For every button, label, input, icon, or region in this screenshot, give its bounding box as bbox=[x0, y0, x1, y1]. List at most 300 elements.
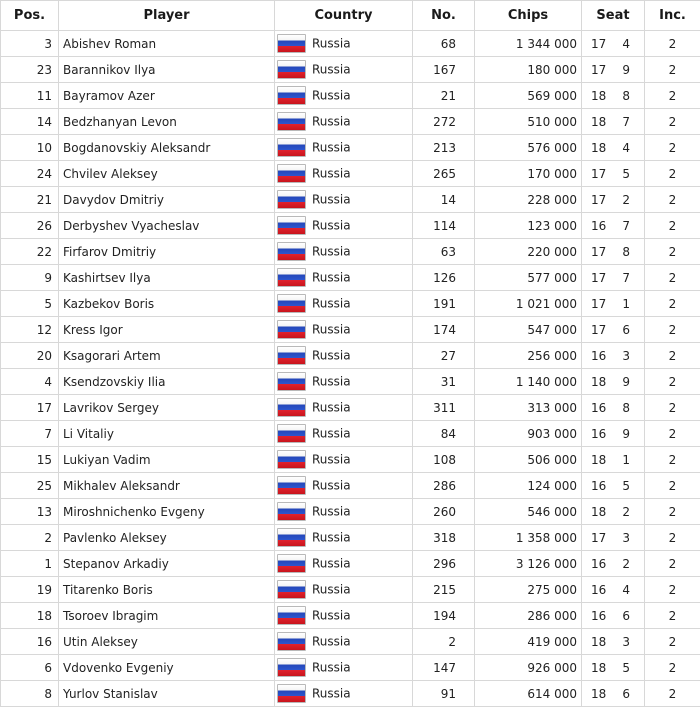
seat-number: 9 bbox=[622, 63, 630, 77]
cell-player: Vdovenko Evgeniy bbox=[59, 655, 275, 681]
cell-seat bbox=[582, 161, 645, 187]
table-row bbox=[1, 317, 700, 343]
seat-number: 7 bbox=[622, 219, 630, 233]
cell-player: Mikhalev Aleksandr bbox=[59, 473, 275, 499]
seat-number: 2 bbox=[622, 557, 630, 571]
country-name: Russia bbox=[312, 89, 351, 103]
cell-inc: 2 bbox=[645, 603, 700, 629]
table-row bbox=[1, 239, 700, 265]
cell-pos: 18 bbox=[1, 603, 59, 629]
cell-inc: 2 bbox=[645, 343, 700, 369]
cell-no: 215 bbox=[413, 577, 475, 603]
cell-country bbox=[275, 655, 413, 681]
header-inc[interactable]: Inc. bbox=[645, 1, 700, 31]
cell-country bbox=[275, 109, 413, 135]
cell-inc: 2 bbox=[645, 473, 700, 499]
cell-inc: 2 bbox=[645, 239, 700, 265]
cell-player: Bayramov Azer bbox=[59, 83, 275, 109]
country-name: Russia bbox=[312, 271, 351, 285]
cell-country bbox=[275, 135, 413, 161]
cell-chips: 510 000 bbox=[475, 109, 582, 135]
cell-no: 84 bbox=[413, 421, 475, 447]
cell-pos: 10 bbox=[1, 135, 59, 161]
cell-player: Bogdanovskiy Aleksandr bbox=[59, 135, 275, 161]
cell-inc: 2 bbox=[645, 109, 700, 135]
russia-flag-icon bbox=[277, 632, 306, 651]
cell-seat bbox=[582, 57, 645, 83]
country-name: Russia bbox=[312, 401, 351, 415]
header-no[interactable]: No. bbox=[413, 1, 475, 31]
cell-player: Bedzhanyan Levon bbox=[59, 109, 275, 135]
seat-number: 3 bbox=[622, 531, 630, 545]
cell-chips: 228 000 bbox=[475, 187, 582, 213]
cell-player: Yurlov Stanislav bbox=[59, 681, 275, 707]
header-country[interactable]: Country bbox=[275, 1, 413, 31]
country-name: Russia bbox=[312, 297, 351, 311]
table-number: 16 bbox=[591, 583, 606, 597]
cell-country bbox=[275, 629, 413, 655]
russia-flag-icon bbox=[277, 528, 306, 547]
cell-country bbox=[275, 161, 413, 187]
cell-chips: 286 000 bbox=[475, 603, 582, 629]
cell-pos: 4 bbox=[1, 369, 59, 395]
table-row bbox=[1, 603, 700, 629]
cell-chips: 220 000 bbox=[475, 239, 582, 265]
cell-inc: 2 bbox=[645, 317, 700, 343]
table-number: 16 bbox=[591, 219, 606, 233]
cell-no: 167 bbox=[413, 57, 475, 83]
cell-pos: 23 bbox=[1, 57, 59, 83]
cell-player: Lukiyan Vadim bbox=[59, 447, 275, 473]
cell-no: 296 bbox=[413, 551, 475, 577]
table-row bbox=[1, 109, 700, 135]
cell-no: 14 bbox=[413, 187, 475, 213]
cell-inc: 2 bbox=[645, 265, 700, 291]
russia-flag-icon bbox=[277, 320, 306, 339]
seat-number: 4 bbox=[622, 37, 630, 51]
cell-chips: 903 000 bbox=[475, 421, 582, 447]
cell-seat bbox=[582, 421, 645, 447]
seat-number: 5 bbox=[622, 167, 630, 181]
seat-number: 4 bbox=[622, 141, 630, 155]
country-name: Russia bbox=[312, 219, 351, 233]
table-number: 17 bbox=[591, 323, 606, 337]
table-row bbox=[1, 343, 700, 369]
russia-flag-icon bbox=[277, 138, 306, 157]
russia-flag-icon bbox=[277, 580, 306, 599]
cell-seat bbox=[582, 369, 645, 395]
seat-number: 1 bbox=[622, 453, 630, 467]
table-number: 18 bbox=[591, 453, 606, 467]
table-number: 18 bbox=[591, 89, 606, 103]
cell-inc: 2 bbox=[645, 57, 700, 83]
cell-inc: 2 bbox=[645, 395, 700, 421]
table-row bbox=[1, 551, 700, 577]
seat-number: 6 bbox=[622, 687, 630, 701]
country-name: Russia bbox=[312, 427, 351, 441]
russia-flag-icon bbox=[277, 554, 306, 573]
cell-country bbox=[275, 31, 413, 57]
cell-seat bbox=[582, 317, 645, 343]
cell-country bbox=[275, 499, 413, 525]
table-number: 17 bbox=[591, 63, 606, 77]
cell-country bbox=[275, 213, 413, 239]
cell-chips: 275 000 bbox=[475, 577, 582, 603]
cell-chips: 577 000 bbox=[475, 265, 582, 291]
cell-no: 213 bbox=[413, 135, 475, 161]
cell-no: 272 bbox=[413, 109, 475, 135]
seat-number: 3 bbox=[622, 635, 630, 649]
russia-flag-icon bbox=[277, 346, 306, 365]
russia-flag-icon bbox=[277, 476, 306, 495]
russia-flag-icon bbox=[277, 190, 306, 209]
table-row bbox=[1, 681, 700, 707]
cell-pos: 15 bbox=[1, 447, 59, 473]
country-name: Russia bbox=[312, 323, 351, 337]
cell-chips: 180 000 bbox=[475, 57, 582, 83]
table-row bbox=[1, 421, 700, 447]
seat-number: 8 bbox=[622, 245, 630, 259]
cell-player: Derbyshev Vyacheslav bbox=[59, 213, 275, 239]
table-row bbox=[1, 499, 700, 525]
cell-inc: 2 bbox=[645, 369, 700, 395]
cell-seat bbox=[582, 395, 645, 421]
cell-pos: 1 bbox=[1, 551, 59, 577]
cell-inc: 2 bbox=[645, 525, 700, 551]
table-row bbox=[1, 187, 700, 213]
cell-pos: 22 bbox=[1, 239, 59, 265]
cell-country bbox=[275, 473, 413, 499]
cell-chips: 256 000 bbox=[475, 343, 582, 369]
cell-player: Ksendzovskiy Ilia bbox=[59, 369, 275, 395]
cell-pos: 2 bbox=[1, 525, 59, 551]
cell-no: 68 bbox=[413, 31, 475, 57]
cell-seat bbox=[582, 135, 645, 161]
cell-pos: 12 bbox=[1, 317, 59, 343]
seat-number: 9 bbox=[622, 427, 630, 441]
cell-seat bbox=[582, 447, 645, 473]
cell-no: 126 bbox=[413, 265, 475, 291]
country-name: Russia bbox=[312, 479, 351, 493]
cell-country bbox=[275, 239, 413, 265]
cell-no: 311 bbox=[413, 395, 475, 421]
country-name: Russia bbox=[312, 349, 351, 363]
table-number: 18 bbox=[591, 661, 606, 675]
cell-inc: 2 bbox=[645, 421, 700, 447]
cell-chips: 506 000 bbox=[475, 447, 582, 473]
cell-player: Ksagorari Artem bbox=[59, 343, 275, 369]
cell-pos: 19 bbox=[1, 577, 59, 603]
seat-number: 1 bbox=[622, 297, 630, 311]
header-chips[interactable]: Chips bbox=[475, 1, 582, 31]
cell-seat bbox=[582, 629, 645, 655]
country-name: Russia bbox=[312, 193, 351, 207]
russia-flag-icon bbox=[277, 294, 306, 313]
russia-flag-icon bbox=[277, 164, 306, 183]
cell-no: 194 bbox=[413, 603, 475, 629]
cell-chips: 1 344 000 bbox=[475, 31, 582, 57]
cell-chips: 614 000 bbox=[475, 681, 582, 707]
cell-seat bbox=[582, 473, 645, 499]
cell-country bbox=[275, 603, 413, 629]
cell-player: Lavrikov Sergey bbox=[59, 395, 275, 421]
cell-no: 108 bbox=[413, 447, 475, 473]
russia-flag-icon bbox=[277, 216, 306, 235]
header-pos[interactable]: Pos. bbox=[1, 1, 59, 31]
cell-pos: 14 bbox=[1, 109, 59, 135]
cell-no: 63 bbox=[413, 239, 475, 265]
cell-pos: 24 bbox=[1, 161, 59, 187]
russia-flag-icon bbox=[277, 658, 306, 677]
cell-country bbox=[275, 291, 413, 317]
russia-flag-icon bbox=[277, 86, 306, 105]
cell-pos: 16 bbox=[1, 629, 59, 655]
table-row bbox=[1, 447, 700, 473]
cell-no: 91 bbox=[413, 681, 475, 707]
table-row bbox=[1, 395, 700, 421]
cell-pos: 13 bbox=[1, 499, 59, 525]
table-number: 17 bbox=[591, 37, 606, 51]
table-number: 18 bbox=[591, 635, 606, 649]
table-number: 17 bbox=[591, 245, 606, 259]
cell-inc: 2 bbox=[645, 291, 700, 317]
table-row bbox=[1, 265, 700, 291]
cell-inc: 2 bbox=[645, 161, 700, 187]
cell-country bbox=[275, 83, 413, 109]
cell-player: Kazbekov Boris bbox=[59, 291, 275, 317]
cell-no: 191 bbox=[413, 291, 475, 317]
cell-seat bbox=[582, 213, 645, 239]
cell-chips: 1 358 000 bbox=[475, 525, 582, 551]
table-number: 17 bbox=[591, 167, 606, 181]
cell-player: Chvilev Aleksey bbox=[59, 161, 275, 187]
table-number: 18 bbox=[591, 375, 606, 389]
cell-seat bbox=[582, 551, 645, 577]
cell-player: Pavlenko Aleksey bbox=[59, 525, 275, 551]
cell-player: Firfarov Dmitriy bbox=[59, 239, 275, 265]
table-number: 17 bbox=[591, 271, 606, 285]
cell-player: Kress Igor bbox=[59, 317, 275, 343]
seat-number: 7 bbox=[622, 115, 630, 129]
table-row bbox=[1, 213, 700, 239]
table-number: 18 bbox=[591, 115, 606, 129]
cell-player: Abishev Roman bbox=[59, 31, 275, 57]
cell-pos: 17 bbox=[1, 395, 59, 421]
seat-number: 8 bbox=[622, 401, 630, 415]
cell-no: 265 bbox=[413, 161, 475, 187]
cell-seat bbox=[582, 109, 645, 135]
cell-seat bbox=[582, 343, 645, 369]
cell-country bbox=[275, 395, 413, 421]
country-name: Russia bbox=[312, 557, 351, 571]
cell-no: 21 bbox=[413, 83, 475, 109]
cell-pos: 20 bbox=[1, 343, 59, 369]
cell-country bbox=[275, 369, 413, 395]
cell-seat bbox=[582, 681, 645, 707]
table-row bbox=[1, 473, 700, 499]
cell-seat bbox=[582, 187, 645, 213]
cell-no: 318 bbox=[413, 525, 475, 551]
cell-inc: 2 bbox=[645, 551, 700, 577]
table-number: 16 bbox=[591, 557, 606, 571]
cell-pos: 9 bbox=[1, 265, 59, 291]
country-name: Russia bbox=[312, 375, 351, 389]
table-row bbox=[1, 369, 700, 395]
cell-country bbox=[275, 421, 413, 447]
cell-seat bbox=[582, 239, 645, 265]
country-name: Russia bbox=[312, 687, 351, 701]
cell-chips: 569 000 bbox=[475, 83, 582, 109]
cell-country bbox=[275, 57, 413, 83]
cell-country bbox=[275, 577, 413, 603]
table-number: 16 bbox=[591, 609, 606, 623]
cell-chips: 170 000 bbox=[475, 161, 582, 187]
country-name: Russia bbox=[312, 63, 351, 77]
table-number: 17 bbox=[591, 531, 606, 545]
table-row bbox=[1, 161, 700, 187]
cell-chips: 313 000 bbox=[475, 395, 582, 421]
seat-number: 5 bbox=[622, 661, 630, 675]
table-number: 17 bbox=[591, 297, 606, 311]
country-name: Russia bbox=[312, 453, 351, 467]
russia-flag-icon bbox=[277, 606, 306, 625]
cell-seat bbox=[582, 31, 645, 57]
cell-seat bbox=[582, 603, 645, 629]
cell-country bbox=[275, 681, 413, 707]
cell-no: 114 bbox=[413, 213, 475, 239]
seat-number: 6 bbox=[622, 323, 630, 337]
table-row bbox=[1, 655, 700, 681]
cell-chips: 1 021 000 bbox=[475, 291, 582, 317]
cell-chips: 547 000 bbox=[475, 317, 582, 343]
table-row bbox=[1, 577, 700, 603]
cell-inc: 2 bbox=[645, 187, 700, 213]
country-name: Russia bbox=[312, 115, 351, 129]
cell-inc: 2 bbox=[645, 499, 700, 525]
cell-seat bbox=[582, 291, 645, 317]
country-name: Russia bbox=[312, 661, 351, 675]
cell-country bbox=[275, 447, 413, 473]
cell-chips: 3 126 000 bbox=[475, 551, 582, 577]
cell-chips: 419 000 bbox=[475, 629, 582, 655]
cell-country bbox=[275, 525, 413, 551]
table-row bbox=[1, 57, 700, 83]
cell-player: Li Vitaliy bbox=[59, 421, 275, 447]
seat-number: 8 bbox=[622, 89, 630, 103]
cell-chips: 546 000 bbox=[475, 499, 582, 525]
cell-pos: 7 bbox=[1, 421, 59, 447]
cell-chips: 1 140 000 bbox=[475, 369, 582, 395]
cell-no: 174 bbox=[413, 317, 475, 343]
cell-player: Miroshnichenko Evgeny bbox=[59, 499, 275, 525]
table-row bbox=[1, 31, 700, 57]
cell-seat bbox=[582, 577, 645, 603]
cell-inc: 2 bbox=[645, 577, 700, 603]
table-row bbox=[1, 135, 700, 161]
table-number: 16 bbox=[591, 349, 606, 363]
russia-flag-icon bbox=[277, 398, 306, 417]
cell-chips: 576 000 bbox=[475, 135, 582, 161]
russia-flag-icon bbox=[277, 60, 306, 79]
seat-number: 5 bbox=[622, 479, 630, 493]
cell-seat bbox=[582, 655, 645, 681]
country-name: Russia bbox=[312, 505, 351, 519]
russia-flag-icon bbox=[277, 112, 306, 131]
country-name: Russia bbox=[312, 635, 351, 649]
country-name: Russia bbox=[312, 141, 351, 155]
russia-flag-icon bbox=[277, 450, 306, 469]
seat-number: 4 bbox=[622, 583, 630, 597]
seat-number: 3 bbox=[622, 349, 630, 363]
cell-seat bbox=[582, 499, 645, 525]
cell-seat bbox=[582, 265, 645, 291]
cell-player: Kashirtsev Ilya bbox=[59, 265, 275, 291]
cell-inc: 2 bbox=[645, 83, 700, 109]
cell-no: 31 bbox=[413, 369, 475, 395]
cell-player: Barannikov Ilya bbox=[59, 57, 275, 83]
seat-number: 2 bbox=[622, 505, 630, 519]
table-number: 17 bbox=[591, 193, 606, 207]
cell-chips: 926 000 bbox=[475, 655, 582, 681]
cell-country bbox=[275, 317, 413, 343]
seat-number: 7 bbox=[622, 271, 630, 285]
cell-inc: 2 bbox=[645, 31, 700, 57]
table-number: 18 bbox=[591, 505, 606, 519]
country-name: Russia bbox=[312, 583, 351, 597]
cell-country bbox=[275, 551, 413, 577]
cell-no: 27 bbox=[413, 343, 475, 369]
cell-country bbox=[275, 343, 413, 369]
cell-no: 286 bbox=[413, 473, 475, 499]
country-name: Russia bbox=[312, 37, 351, 51]
cell-player: Tsoroev Ibragim bbox=[59, 603, 275, 629]
cell-chips: 123 000 bbox=[475, 213, 582, 239]
cell-player: Davydov Dmitriy bbox=[59, 187, 275, 213]
seat-number: 6 bbox=[622, 609, 630, 623]
table-number: 18 bbox=[591, 141, 606, 155]
table-row bbox=[1, 83, 700, 109]
seat-number: 2 bbox=[622, 193, 630, 207]
table-number: 16 bbox=[591, 401, 606, 415]
header-player[interactable]: Player bbox=[59, 1, 275, 31]
cell-inc: 2 bbox=[645, 629, 700, 655]
header-seat[interactable]: Seat bbox=[582, 1, 645, 31]
cell-country bbox=[275, 265, 413, 291]
cell-pos: 5 bbox=[1, 291, 59, 317]
cell-pos: 3 bbox=[1, 31, 59, 57]
table-row bbox=[1, 291, 700, 317]
russia-flag-icon bbox=[277, 684, 306, 703]
cell-pos: 11 bbox=[1, 83, 59, 109]
cell-pos: 25 bbox=[1, 473, 59, 499]
russia-flag-icon bbox=[277, 242, 306, 261]
country-name: Russia bbox=[312, 167, 351, 181]
table-number: 16 bbox=[591, 479, 606, 493]
seat-number: 9 bbox=[622, 375, 630, 389]
cell-seat bbox=[582, 83, 645, 109]
russia-flag-icon bbox=[277, 268, 306, 287]
table-row bbox=[1, 525, 700, 551]
table-header-row bbox=[1, 1, 700, 31]
cell-pos: 21 bbox=[1, 187, 59, 213]
cell-country bbox=[275, 187, 413, 213]
country-name: Russia bbox=[312, 609, 351, 623]
cell-pos: 8 bbox=[1, 681, 59, 707]
cell-seat bbox=[582, 525, 645, 551]
table-number: 18 bbox=[591, 687, 606, 701]
russia-flag-icon bbox=[277, 424, 306, 443]
cell-inc: 2 bbox=[645, 213, 700, 239]
